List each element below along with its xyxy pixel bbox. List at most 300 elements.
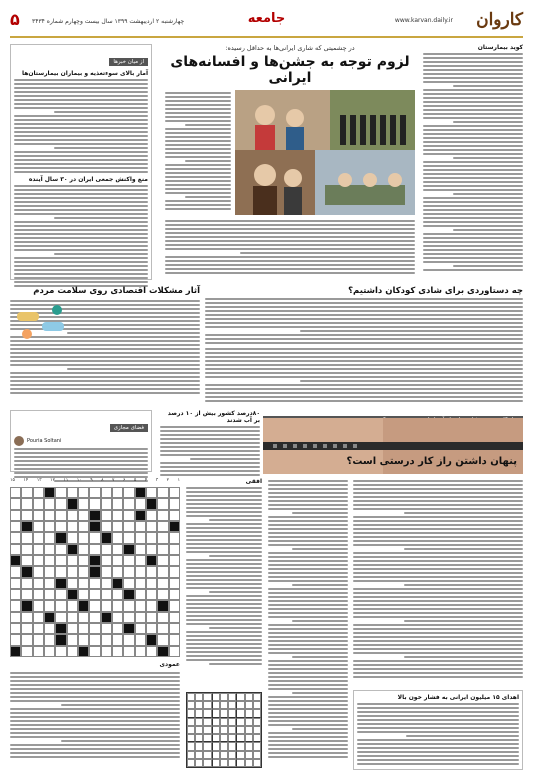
crossword-cell[interactable] — [157, 510, 168, 521]
crossword-cell[interactable] — [44, 555, 55, 566]
sudoku-cell[interactable] — [220, 742, 228, 750]
crossword-cell[interactable] — [21, 532, 32, 543]
sudoku-cell[interactable] — [212, 693, 220, 701]
crossword-cell[interactable] — [21, 612, 32, 623]
sudoku-cell[interactable] — [236, 734, 244, 742]
crossword-cell[interactable] — [135, 498, 146, 509]
crossword-cell[interactable] — [135, 566, 146, 577]
sudoku-cell[interactable] — [203, 726, 211, 734]
crossword-cell[interactable] — [21, 487, 32, 498]
crossword-cell[interactable] — [157, 521, 168, 532]
crossword-cell[interactable] — [44, 521, 55, 532]
crossword-cell[interactable] — [112, 487, 123, 498]
crossword-cell[interactable] — [157, 555, 168, 566]
crossword-cell[interactable] — [78, 498, 89, 509]
crossword-cell[interactable] — [101, 634, 112, 645]
crossword-cell[interactable] — [78, 623, 89, 634]
crossword-cell[interactable] — [44, 544, 55, 555]
sudoku-cell[interactable] — [236, 759, 244, 767]
sudoku-cell[interactable] — [212, 726, 220, 734]
crossword-cell[interactable] — [10, 498, 21, 509]
sudoku-cell[interactable] — [220, 701, 228, 709]
sudoku-cell[interactable] — [245, 751, 253, 759]
sudoku-cell[interactable] — [187, 734, 195, 742]
sudoku-cell[interactable] — [203, 709, 211, 717]
crossword-cell[interactable] — [33, 498, 44, 509]
crossword-cell[interactable] — [157, 566, 168, 577]
crossword-cell[interactable] — [10, 487, 21, 498]
crossword-cell[interactable] — [89, 600, 100, 611]
crossword-cell[interactable] — [112, 589, 123, 600]
sudoku-cell[interactable] — [253, 718, 261, 726]
sudoku-cell[interactable] — [245, 709, 253, 717]
sudoku-cell[interactable] — [195, 726, 203, 734]
sudoku-cell[interactable] — [245, 742, 253, 750]
text-line — [268, 608, 348, 610]
crossword-cell[interactable] — [123, 634, 134, 645]
sudoku-cell[interactable] — [187, 726, 195, 734]
sudoku-cell[interactable] — [212, 759, 220, 767]
crossword-number: ۱ — [177, 478, 180, 483]
sudoku-cell[interactable] — [236, 701, 244, 709]
crossword-cell[interactable] — [67, 600, 78, 611]
text-line — [423, 197, 523, 199]
sudoku-cell[interactable] — [228, 742, 236, 750]
sudoku-cell[interactable] — [212, 701, 220, 709]
sudoku-cell[interactable] — [220, 726, 228, 734]
crossword-cell[interactable] — [169, 612, 180, 623]
sudoku-cell[interactable] — [253, 709, 261, 717]
text-line — [14, 237, 148, 239]
crossword-cell[interactable] — [146, 566, 157, 577]
sudoku-cell[interactable] — [245, 701, 253, 709]
crossword-cell[interactable] — [157, 578, 168, 589]
crossword-cell[interactable] — [112, 498, 123, 509]
crossword-cell[interactable] — [123, 612, 134, 623]
text-line — [268, 640, 348, 642]
crossword-cell[interactable] — [33, 634, 44, 645]
crossword-cell[interactable] — [123, 600, 134, 611]
crossword-cell[interactable] — [135, 623, 146, 634]
crossword-cell[interactable] — [89, 623, 100, 634]
crossword-cell[interactable] — [78, 532, 89, 543]
text-line — [353, 532, 523, 534]
crossword-cell[interactable] — [67, 532, 78, 543]
crossword-cell[interactable] — [89, 612, 100, 623]
crossword-cell[interactable] — [44, 510, 55, 521]
sudoku-cell[interactable] — [212, 734, 220, 742]
sudoku-cell[interactable] — [253, 726, 261, 734]
sudoku-cell[interactable] — [253, 751, 261, 759]
crossword-cell[interactable] — [21, 555, 32, 566]
lead-kicker: در چشمیتی که شاری ایرانی‌ها به حداقل رسیده: — [225, 44, 355, 52]
crossword-cell[interactable] — [21, 634, 32, 645]
crossword-cell[interactable] — [44, 498, 55, 509]
sudoku-cell[interactable] — [195, 742, 203, 750]
text-line — [186, 655, 262, 657]
crossword-cell[interactable] — [67, 510, 78, 521]
crossword-cell[interactable] — [78, 521, 89, 532]
sudoku-cell[interactable] — [195, 701, 203, 709]
crossword-cell[interactable] — [169, 589, 180, 600]
crossword-cell[interactable] — [21, 578, 32, 589]
stat-story — [160, 410, 260, 472]
crossword-cell[interactable] — [146, 612, 157, 623]
crossword-cell[interactable] — [112, 646, 123, 657]
sudoku-cell[interactable] — [203, 701, 211, 709]
crossword-cell[interactable] — [55, 555, 66, 566]
crossword-cell[interactable] — [78, 634, 89, 645]
sudoku-cell[interactable] — [228, 726, 236, 734]
sudoku-cell[interactable] — [220, 734, 228, 742]
sudoku-cell[interactable] — [195, 709, 203, 717]
crossword-cell[interactable] — [112, 510, 123, 521]
crossword-cell[interactable] — [55, 510, 66, 521]
crossword-cell[interactable] — [44, 589, 55, 600]
crossword-cell[interactable] — [10, 566, 21, 577]
sudoku-cell[interactable] — [253, 701, 261, 709]
crossword-cell[interactable] — [78, 487, 89, 498]
crossword-cell[interactable] — [112, 623, 123, 634]
sudoku-cell[interactable] — [220, 751, 228, 759]
crossword-cell[interactable] — [157, 532, 168, 543]
crossword-cell[interactable] — [55, 498, 66, 509]
economic-story-title: آثار مشکلات اقتصادی روی سلامت مردم — [33, 286, 200, 296]
crossword-cell[interactable] — [169, 544, 180, 555]
crossword-cell[interactable] — [44, 634, 55, 645]
text-line — [14, 159, 148, 161]
crossword-cell[interactable] — [44, 600, 55, 611]
crossword-cell[interactable] — [89, 589, 100, 600]
crossword-cell[interactable] — [123, 510, 134, 521]
crossword-cell[interactable] — [135, 589, 146, 600]
crossword-cell[interactable] — [135, 521, 146, 532]
sudoku-cell[interactable] — [212, 718, 220, 726]
crossword-cell[interactable] — [67, 555, 78, 566]
text-line — [353, 492, 523, 494]
crossword-cell[interactable] — [112, 555, 123, 566]
crossword-cell[interactable] — [33, 589, 44, 600]
sudoku-cell[interactable] — [253, 759, 261, 767]
crossword-cell[interactable] — [55, 612, 66, 623]
crossword-cell[interactable] — [44, 566, 55, 577]
crossword-cell[interactable] — [89, 646, 100, 657]
crossword-cell[interactable] — [112, 566, 123, 577]
crossword-cell[interactable] — [33, 521, 44, 532]
crossword-cell[interactable] — [169, 487, 180, 498]
crossword-cell[interactable] — [21, 589, 32, 600]
sudoku-cell[interactable] — [228, 718, 236, 726]
crossword-cell[interactable] — [101, 521, 112, 532]
crossword-cell[interactable] — [55, 521, 66, 532]
crossword-cell[interactable] — [78, 510, 89, 521]
crossword-cell[interactable] — [135, 555, 146, 566]
crossword-cell[interactable] — [101, 600, 112, 611]
sudoku-cell[interactable] — [245, 693, 253, 701]
crossword-cell[interactable] — [157, 589, 168, 600]
sudoku-cell[interactable] — [228, 751, 236, 759]
crossword-cell[interactable] — [33, 555, 44, 566]
crossword-cell[interactable] — [112, 612, 123, 623]
crossword-cell[interactable] — [135, 532, 146, 543]
sudoku-cell[interactable] — [203, 718, 211, 726]
sudoku-cell[interactable] — [220, 759, 228, 767]
crossword-cell[interactable] — [157, 634, 168, 645]
crossword-cell[interactable] — [10, 510, 21, 521]
crossword-cell[interactable] — [157, 623, 168, 634]
sudoku-cell[interactable] — [228, 734, 236, 742]
sudoku-cell[interactable] — [253, 734, 261, 742]
crossword-cell[interactable] — [55, 544, 66, 555]
sudoku-cell[interactable] — [220, 718, 228, 726]
crossword-cell[interactable] — [67, 612, 78, 623]
crossword-cell[interactable] — [10, 634, 21, 645]
crossword-cell[interactable] — [101, 589, 112, 600]
crossword-cell[interactable] — [101, 646, 112, 657]
crossword-cell[interactable] — [67, 646, 78, 657]
crossword-cell[interactable] — [123, 578, 134, 589]
text-line — [357, 715, 519, 717]
text-line — [54, 147, 148, 149]
sudoku-cell[interactable] — [203, 734, 211, 742]
sudoku-cell[interactable] — [212, 751, 220, 759]
sudoku-cell[interactable] — [212, 742, 220, 750]
sudoku-cell[interactable] — [236, 709, 244, 717]
crossword-cell[interactable] — [101, 623, 112, 634]
crossword-cell[interactable] — [169, 646, 180, 657]
crossword-cell[interactable] — [67, 623, 78, 634]
text-line — [186, 495, 262, 497]
crossword-cell[interactable] — [169, 555, 180, 566]
text-line — [423, 113, 523, 115]
sudoku-cell[interactable] — [203, 751, 211, 759]
crossword-cell[interactable] — [10, 623, 21, 634]
crossword-cell[interactable] — [44, 623, 55, 634]
crossword-cell[interactable] — [146, 532, 157, 543]
sudoku-cell[interactable] — [187, 709, 195, 717]
sudoku-cell[interactable] — [236, 742, 244, 750]
crossword-cell[interactable] — [55, 646, 66, 657]
crossword-cell[interactable] — [67, 566, 78, 577]
blood-pressure-story — [353, 690, 523, 770]
crossword-cell[interactable] — [33, 612, 44, 623]
sudoku-cell[interactable] — [253, 742, 261, 750]
crossword-cell[interactable] — [55, 589, 66, 600]
crossword-cell[interactable] — [101, 578, 112, 589]
crossword-cell[interactable] — [101, 566, 112, 577]
sudoku-cell[interactable] — [245, 734, 253, 742]
crossword-cell[interactable] — [146, 544, 157, 555]
crossword-cell[interactable] — [146, 521, 157, 532]
crossword-cell[interactable] — [10, 600, 21, 611]
crossword-cell[interactable] — [89, 544, 100, 555]
text-line — [205, 302, 523, 304]
crossword-cell[interactable] — [21, 646, 32, 657]
crossword-cell[interactable] — [157, 544, 168, 555]
crossword-cell[interactable] — [169, 600, 180, 611]
crossword-cell[interactable] — [78, 555, 89, 566]
crossword-cell[interactable] — [33, 566, 44, 577]
crossword-cell[interactable] — [146, 600, 157, 611]
crossword-cell[interactable] — [10, 589, 21, 600]
crossword-cell[interactable] — [101, 498, 112, 509]
crossword-cell[interactable] — [67, 578, 78, 589]
crossword-cell[interactable] — [123, 487, 134, 498]
crossword-cell[interactable] — [135, 578, 146, 589]
crossword-cell[interactable] — [157, 498, 168, 509]
crossword-cell[interactable] — [10, 532, 21, 543]
crossword-cell[interactable] — [44, 532, 55, 543]
sudoku-cell[interactable] — [220, 709, 228, 717]
sudoku-cell[interactable] — [195, 693, 203, 701]
sudoku-cell[interactable] — [187, 718, 195, 726]
sudoku-cell[interactable] — [228, 693, 236, 701]
crossword-cell[interactable] — [55, 566, 66, 577]
sudoku-cell[interactable] — [236, 718, 244, 726]
crossword-cell[interactable] — [78, 589, 89, 600]
crossword-cell[interactable] — [21, 498, 32, 509]
crossword-cell[interactable] — [135, 634, 146, 645]
crossword-cell[interactable] — [44, 578, 55, 589]
crossword-cell[interactable] — [67, 634, 78, 645]
crossword-cell[interactable] — [169, 634, 180, 645]
crossword-cell[interactable] — [101, 544, 112, 555]
crossword-cell[interactable] — [33, 532, 44, 543]
sudoku-cell[interactable] — [236, 751, 244, 759]
crossword-cell[interactable] — [135, 600, 146, 611]
crossword-cell[interactable] — [55, 600, 66, 611]
crossword-cell[interactable] — [21, 544, 32, 555]
crossword-cell[interactable] — [123, 555, 134, 566]
sudoku-cell[interactable] — [228, 709, 236, 717]
crossword-cell — [135, 487, 146, 498]
sudoku-cell[interactable] — [228, 759, 236, 767]
crossword-cell[interactable] — [33, 510, 44, 521]
crossword-cell[interactable] — [67, 487, 78, 498]
crossword-cell[interactable] — [89, 532, 100, 543]
crossword-cell[interactable] — [101, 487, 112, 498]
sudoku-cell[interactable] — [220, 693, 228, 701]
sudoku-cell[interactable] — [187, 742, 195, 750]
crossword-cell[interactable] — [169, 532, 180, 543]
crossword-cell[interactable] — [10, 544, 21, 555]
crossword-cell[interactable] — [146, 589, 157, 600]
text-line — [268, 568, 348, 570]
crossword-cell[interactable] — [78, 544, 89, 555]
crossword-cell[interactable] — [135, 612, 146, 623]
text-line — [423, 181, 523, 183]
sudoku-cell[interactable] — [228, 701, 236, 709]
sudoku-cell[interactable] — [195, 718, 203, 726]
crossword-cell[interactable] — [169, 578, 180, 589]
crossword-cell[interactable] — [123, 646, 134, 657]
sudoku-cell[interactable] — [245, 726, 253, 734]
sudoku-cell[interactable] — [203, 693, 211, 701]
crossword-cell[interactable] — [169, 623, 180, 634]
crossword-cell[interactable] — [89, 634, 100, 645]
text-line — [14, 99, 148, 101]
social-user-name: Pouria Soltani — [27, 438, 62, 444]
text-line — [14, 241, 148, 243]
sudoku-cell[interactable] — [245, 718, 253, 726]
crossword-cell[interactable] — [101, 555, 112, 566]
crossword-cell[interactable] — [10, 521, 21, 532]
crossword-cell[interactable] — [33, 646, 44, 657]
crossword-cell[interactable] — [112, 521, 123, 532]
crossword-cell[interactable] — [157, 612, 168, 623]
sudoku-cell[interactable] — [245, 759, 253, 767]
crossword-cell[interactable] — [10, 612, 21, 623]
crossword-cell[interactable] — [169, 510, 180, 521]
crossword-cell[interactable] — [146, 623, 157, 634]
crossword-cell[interactable] — [33, 623, 44, 634]
sudoku-cell[interactable] — [236, 693, 244, 701]
crossword-cell[interactable] — [123, 521, 134, 532]
pills-illustration — [12, 302, 72, 342]
text-line — [205, 352, 523, 354]
crossword-cell[interactable] — [169, 566, 180, 577]
crossword-cell[interactable] — [123, 566, 134, 577]
crossword-cell[interactable] — [157, 487, 168, 498]
crossword-cell[interactable] — [123, 532, 134, 543]
sudoku-cell[interactable] — [203, 759, 211, 767]
crossword-cell[interactable] — [33, 600, 44, 611]
sudoku-cell[interactable] — [187, 759, 195, 767]
crossword-cell[interactable] — [112, 532, 123, 543]
crossword-cell[interactable] — [135, 646, 146, 657]
sudoku-cell[interactable] — [253, 693, 261, 701]
sudoku-cell[interactable] — [236, 726, 244, 734]
sudoku-cell[interactable] — [212, 709, 220, 717]
crossword-cell[interactable] — [78, 566, 89, 577]
sudoku-cell[interactable] — [195, 734, 203, 742]
text-line — [165, 92, 231, 94]
crossword-cell[interactable] — [78, 578, 89, 589]
sudoku-cell[interactable] — [203, 742, 211, 750]
crossword-cell[interactable] — [33, 578, 44, 589]
crossword-cell[interactable] — [44, 646, 55, 657]
crossword-cell[interactable] — [67, 521, 78, 532]
crossword-cell[interactable] — [89, 578, 100, 589]
crossword-cell[interactable] — [21, 510, 32, 521]
crossword-cell[interactable] — [146, 510, 157, 521]
text-line — [423, 165, 523, 167]
crossword-cell[interactable] — [112, 600, 123, 611]
crossword-cell[interactable] — [21, 623, 32, 634]
crossword-cell[interactable] — [169, 498, 180, 509]
crossword-cell[interactable] — [78, 612, 89, 623]
crossword-cell[interactable] — [112, 544, 123, 555]
crossword-cell[interactable] — [146, 578, 157, 589]
crossword-cell[interactable] — [33, 487, 44, 498]
sudoku-cell[interactable] — [195, 759, 203, 767]
sudoku-cell[interactable] — [195, 751, 203, 759]
crossword-cell[interactable] — [101, 510, 112, 521]
sudoku-cell[interactable] — [187, 701, 195, 709]
crossword-cell[interactable] — [89, 498, 100, 509]
sudoku-cell[interactable] — [187, 693, 195, 701]
crossword-cell[interactable] — [123, 498, 134, 509]
sudoku-cell[interactable] — [187, 751, 195, 759]
crossword-cell[interactable] — [33, 544, 44, 555]
crossword-cell[interactable] — [146, 487, 157, 498]
crossword-cell[interactable] — [10, 578, 21, 589]
crossword-cell[interactable] — [135, 544, 146, 555]
crossword-cell[interactable] — [112, 634, 123, 645]
crossword-cell[interactable] — [89, 487, 100, 498]
crossword-cell[interactable] — [146, 646, 157, 657]
crossword-cell[interactable] — [55, 487, 66, 498]
